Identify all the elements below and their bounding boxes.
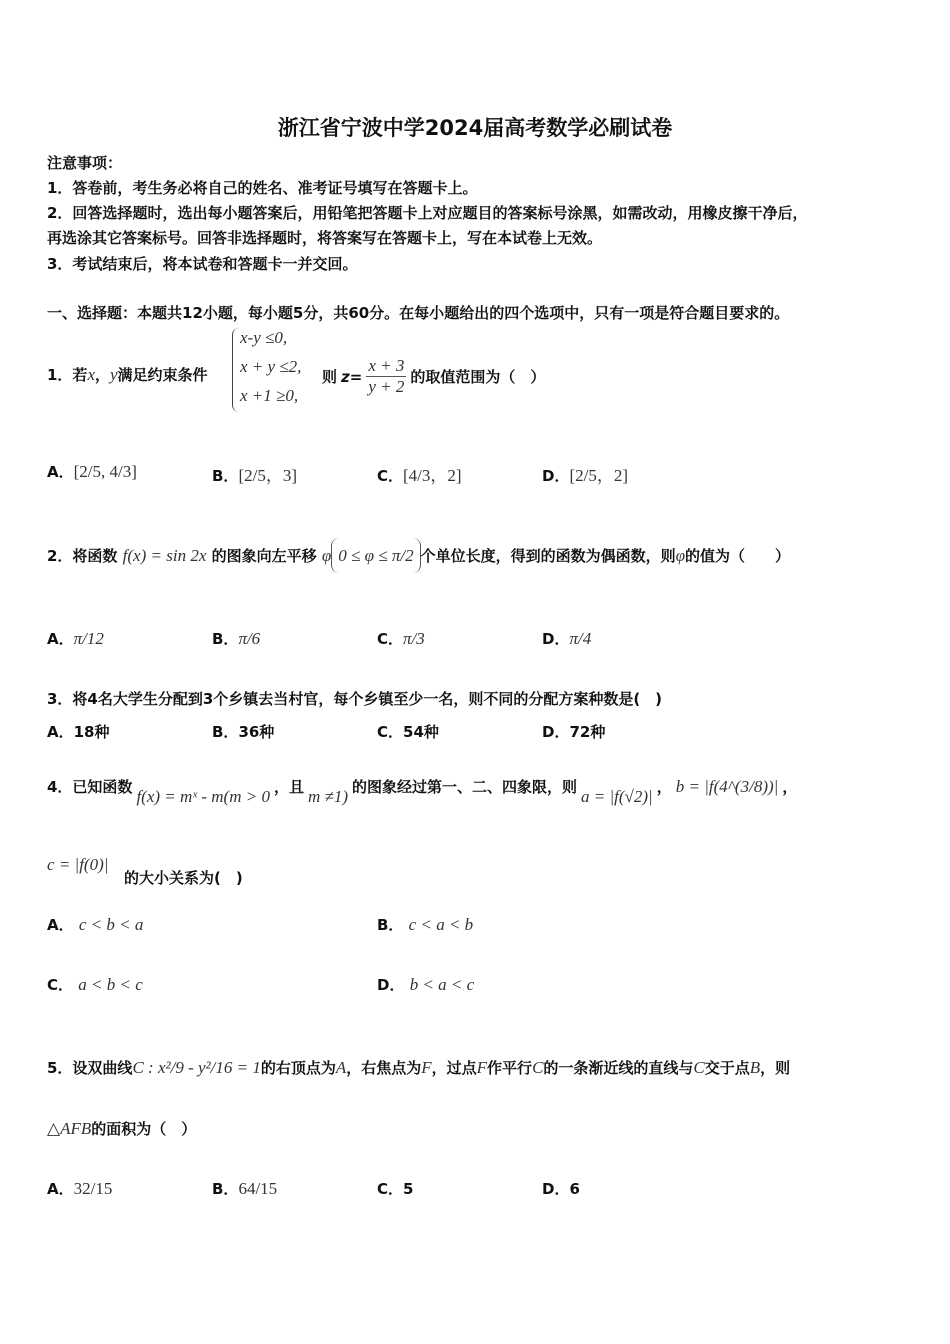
q4-stem: 4．已知函数 f(x) = mˣ - m(m > 0 ，且 m ≠1) 的图象经过第一、二、四象限，则 a = |f(√2)| ， b = |f(4^(3/8))| ， xyxy=(47,776,798,806)
note-line: 3．考试结束后，将本试卷和答题卡一并交回。 xyxy=(47,255,358,273)
math: b = |f(4^(3/8))| xyxy=(675,776,779,796)
q1-then: 则 z= $\frac{x + 3}{y + 2}$ 的取值范围为（ ） xyxy=(322,356,546,396)
text: ， xyxy=(782,778,798,796)
option-a[interactable]: A． c < b < a xyxy=(47,915,144,934)
math: c = |f(0)| xyxy=(47,855,109,874)
math: f(x) = mˣ - m(m > 0 xyxy=(136,786,270,806)
text: 的大小关系为( ) xyxy=(124,869,243,887)
option-b[interactable]: B． c < a < b xyxy=(377,915,474,934)
option-a[interactable]: A．π/12 xyxy=(47,629,104,648)
q1-stem: 1．若x，y满足约束条件 xyxy=(47,365,208,384)
q5-line2: △AFB的面积为（ ） xyxy=(47,1119,197,1138)
option-a[interactable]: A．[2/5, 4/3] xyxy=(47,462,137,481)
note-line: 再选涂其它答案标号。回答非选择题时，将答案写在答题卡上，写在本试卷上无效。 xyxy=(47,229,603,247)
option-c[interactable]: C．[4/3，2] xyxy=(377,466,462,485)
notes-heading: 注意事项： xyxy=(47,154,123,172)
text: 的图象经过第一、二、四象限，则 xyxy=(352,778,578,796)
note-line: 2．回答选择题时，选出每小题答案后，用铅笔把答题卡上对应题目的答案标号涂黑，如需改动，用橡皮擦干净后， xyxy=(47,204,808,222)
option-c[interactable]: C．54种 xyxy=(377,723,439,741)
constraint: x + y ≤2, xyxy=(240,357,302,376)
section-heading: 一、选择题：本题共12小题，每小题5分，共60分。在每小题给出的四个选项中，只有一项是符合题目要求的。 xyxy=(47,304,790,322)
option-b[interactable]: B．36种 xyxy=(212,723,275,741)
q2-stem: 2．将函数 f(x) = sin 2x 的图象向左平移 φ 0 ≤ φ ≤ π/2 个单位长度，得到的函数为偶函数，则φ的值为（ ） xyxy=(47,545,790,566)
option-d[interactable]: D．72种 xyxy=(542,723,606,741)
option-c[interactable]: C．5 xyxy=(377,1180,414,1198)
option-c[interactable]: C． a < b < c xyxy=(47,975,143,994)
option-b[interactable]: B．[2/5，3] xyxy=(212,466,297,485)
option-c[interactable]: C．π/3 xyxy=(377,629,425,648)
option-a[interactable]: A．32/15 xyxy=(47,1179,113,1198)
q1-post: 的取值范围为（ ） xyxy=(410,368,546,386)
option-b[interactable]: B．64/15 xyxy=(212,1179,278,1198)
option-b[interactable]: B．π/6 xyxy=(212,629,261,648)
constraint: x +1 ≥0, xyxy=(240,386,299,405)
math: m ≠1) xyxy=(307,786,348,806)
option-a[interactable]: A．18种 xyxy=(47,723,110,741)
math: a = |f(√2)| xyxy=(581,786,653,806)
text: ，且 xyxy=(273,778,304,796)
page-title: 浙江省宁波中学2024届高考数学必刷试卷 xyxy=(277,116,673,140)
option-d[interactable]: D．6 xyxy=(542,1180,580,1198)
option-d[interactable]: D．π/4 xyxy=(542,629,592,648)
option-d[interactable]: D．[2/5，2] xyxy=(542,466,628,485)
q3-stem: 3．将4名大学生分配到3个乡镇去当村官，每个乡镇至少一名，则不同的分配方案种数是( ) xyxy=(47,690,663,708)
fraction: $\frac{x + 3}{y + 2}$ xyxy=(368,356,405,396)
brace xyxy=(232,328,239,412)
constraint: x-y ≤0, xyxy=(240,328,288,347)
note-line: 1．答卷前，考生务必将自己的姓名、准考证号填写在答题卡上。 xyxy=(47,179,478,197)
q5-stem: 5．设双曲线C : x²/9 - y²/16 = 1的右顶点为A，右焦点为F，过点F作平行C的一条渐近线的直线与C交于点B，则 xyxy=(47,1058,791,1077)
option-d[interactable]: D． b < a < c xyxy=(377,975,475,994)
text: ， xyxy=(656,778,672,796)
